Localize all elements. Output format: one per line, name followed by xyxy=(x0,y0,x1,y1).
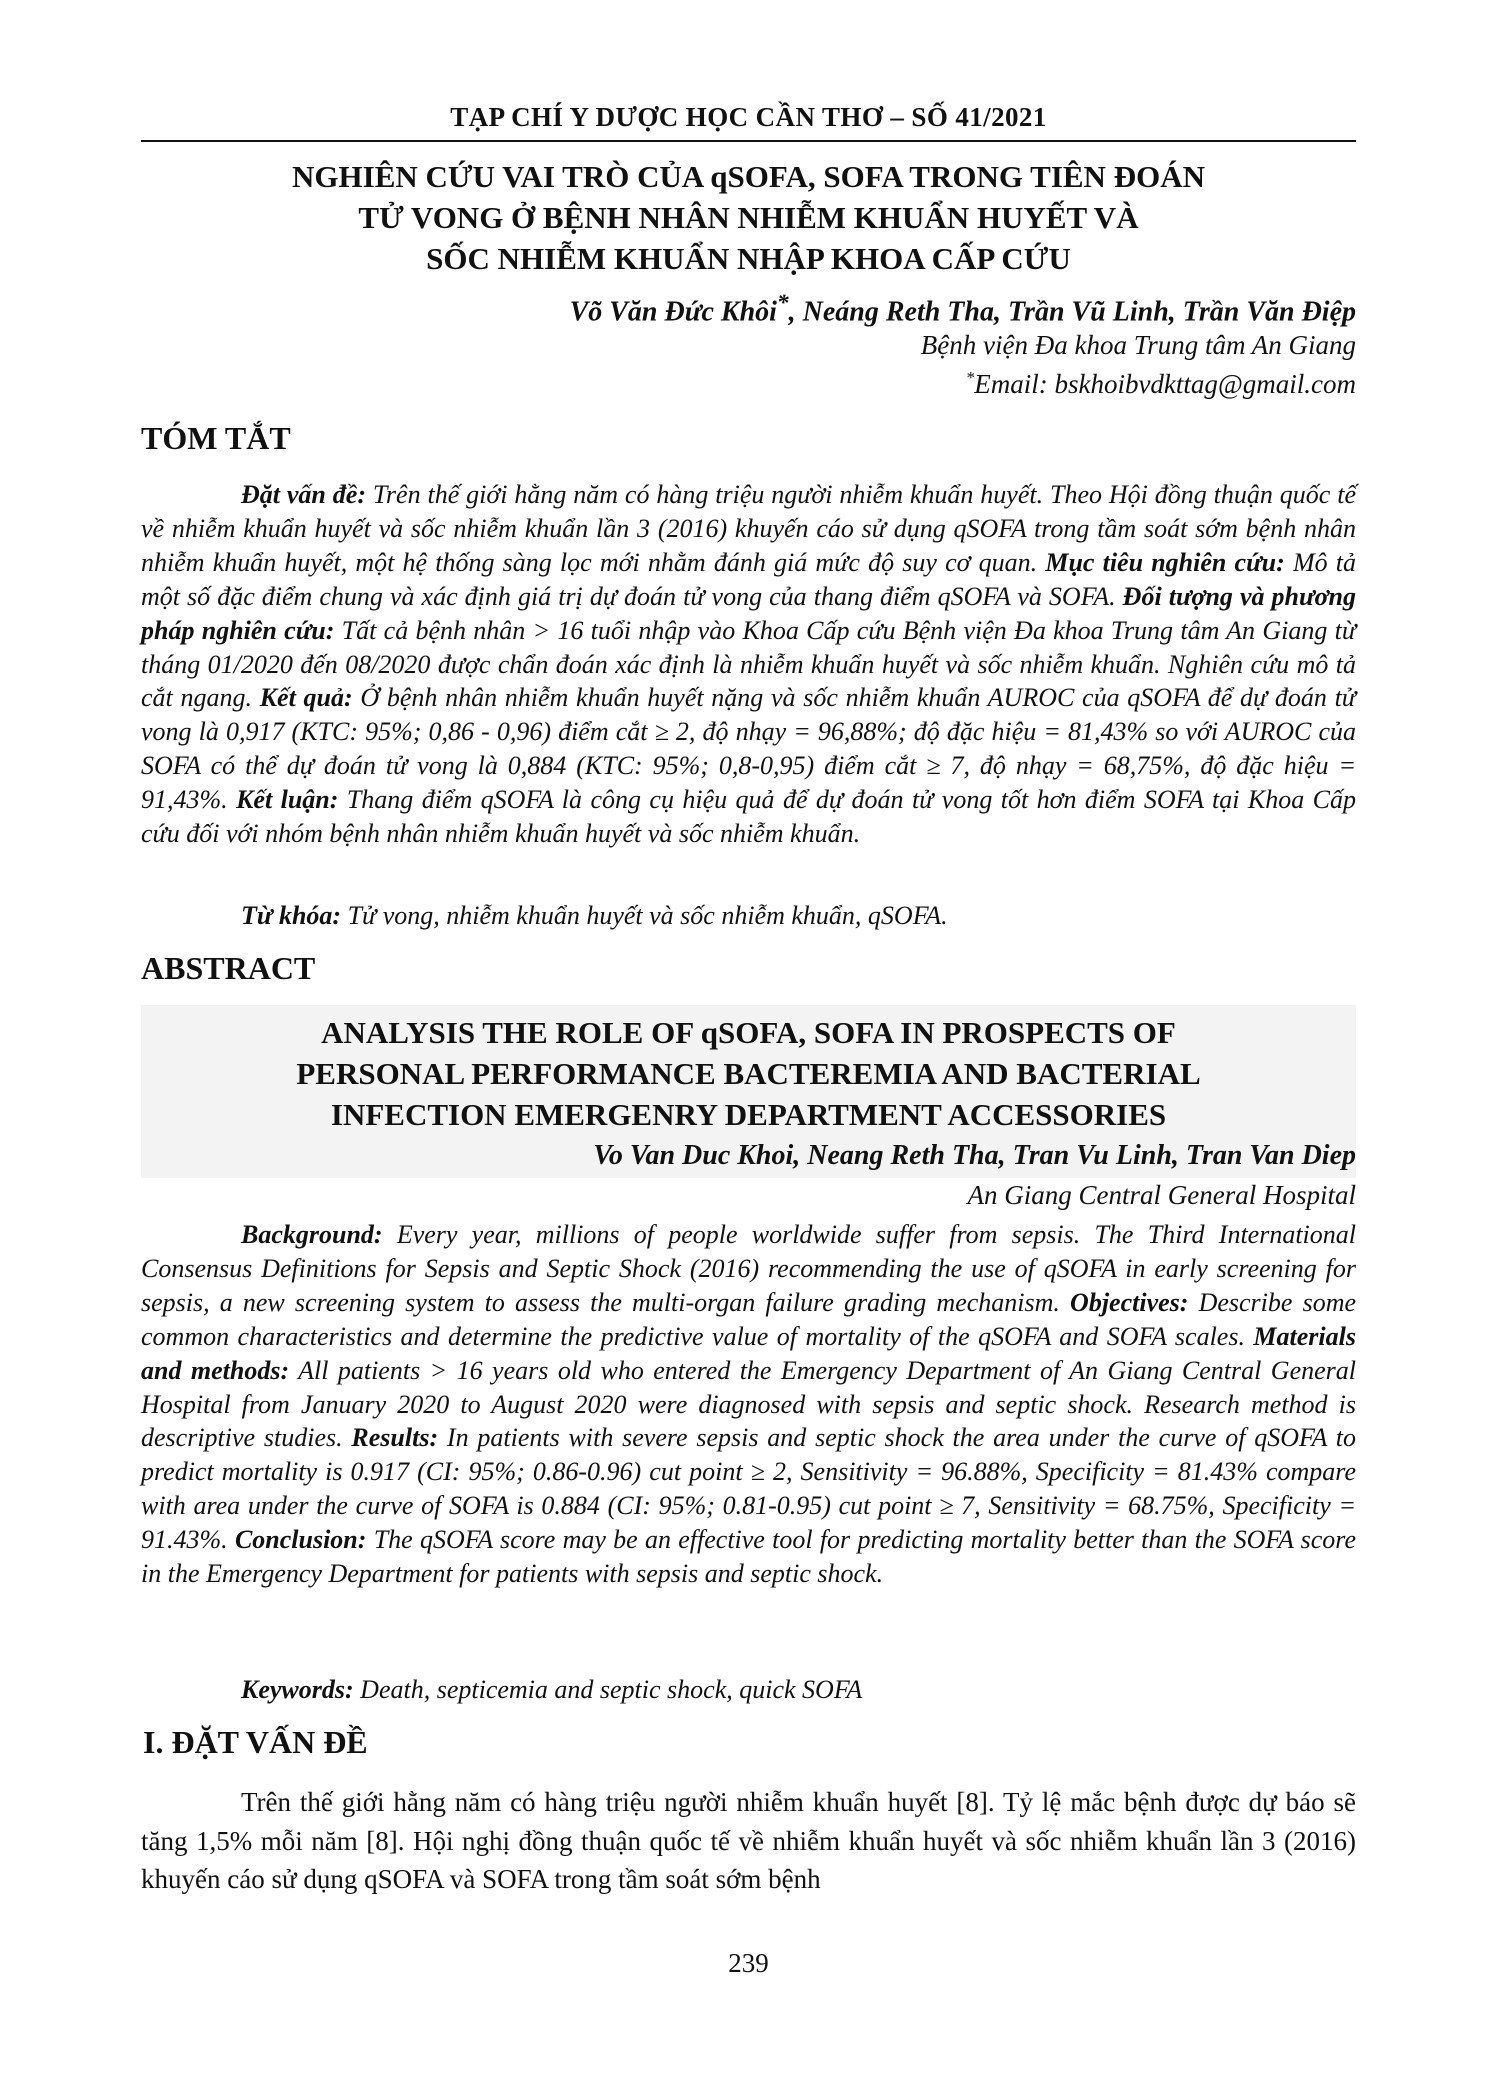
keywords-text: Tử vong, nhiễm khuẩn huyết và sốc nhiễm khuẩn, qSOFA. xyxy=(341,901,948,930)
background-label: Background: xyxy=(241,1220,383,1249)
results-text: Ở bệnh nhân nhiễm khuẩn huyết nặng và sốc nhiễm khuẩn AUROC của qSOFA để dự đoán tử vong là 0,917 (KTC: 95%; 0,86 - 0,96) điểm cắt ≥ 2, độ nhạy = 96,88%; độ đặc hiệu = 81,43% so với AUROC của SOFA có thể dự đoán tử vong là 0,884 (KTC: 95%; 0,8-0,95) điểm cắt ≥ 7, độ nhạy = 68,75%, độ đặc hiệu = 91,43%. xyxy=(141,683,1356,815)
title-vn-line: TỬ VONG Ở BỆNH NHÂN NHIỄM KHUẨN HUYẾT VÀ xyxy=(358,200,1139,235)
objectives-text: Mô tả một số đặc điểm chung và xác định giá trị dự đoán tử vong của thang điểm qSOFA và SOFA. xyxy=(141,547,1356,611)
methods-text: Tất cả bệnh nhân > 16 tuổi nhập vào Khoa Cấp cứu Bệnh viện Đa khoa Trung tâm An Giang từ tháng 01/2020 đến 08/2020 được chẩn đoán xác định là nhiễm khuẩn huyết và sốc nhiễm khuẩn. Nghiên cứu mô tả cắt ngang. xyxy=(141,615,1357,713)
section-heading-introduction: I. ĐẶT VẤN ĐỀ xyxy=(143,1724,368,1760)
title-vn-line: NGHIÊN CỨU VAI TRÒ CỦA qSOFA, SOFA TRONG TIÊN ĐOÁN xyxy=(292,159,1205,194)
results-text: In patients with severe sepsis and septic shock the area under the curve of qSOFA to predict mortality is 0.917 (CI: 95%; 0.86-0.96) cut point ≥ 2, Sensitivity = 96.88%, Specificity = 81.43% compare with area under the curve of SOFA is 0.884 (CI: 95%; 0.81-0.95) cut point ≥ 7, Sensitivity = 68.75%, Specificity = 91.43%. xyxy=(141,1423,1357,1555)
article-page xyxy=(141,0,1356,2087)
email: Email: bskhoibvdkttag@gmail.com xyxy=(974,369,1356,399)
conclusion-text: Thang điểm qSOFA là công cụ hiệu quả để dự đoán tử vong tốt hơn điểm SOFA tại Khoa Cấp cứu đối với nhóm bệnh nhân nhiễm khuẩn huyết và sốc nhiễm khuẩn. xyxy=(141,785,1356,849)
keywords-text: Death, septicemia and septic shock, quick SOFA xyxy=(353,1675,863,1704)
keywords-vn xyxy=(241,901,948,931)
other-authors: , Neáng Reth Tha, Trần Vũ Linh, Trần Văn Điệp xyxy=(788,296,1356,328)
methods-label: Materials and methods: xyxy=(141,1321,1356,1385)
conclusion-text: The qSOFA score may be an effective tool for predicting mortality better than the SOFA score in the Emergency Department for patients with sepsis and septic shock. xyxy=(141,1525,1356,1589)
article-title-vn xyxy=(141,156,1356,279)
title-en-line: ANALYSIS THE ROLE OF qSOFA, SOFA IN PROSPECTS OF xyxy=(321,1015,1176,1050)
background-text: Every year, millions of people worldwide suffer from sepsis. The Third International Consensus Definitions for Sepsis and Septic Shock (2016) recommending the use of qSOFA in early screening for sepsis, a new screening system to assess the multi-organ failure grading mechanism. xyxy=(141,1220,1356,1317)
title-en-line: PERSONAL PERFORMANCE BACTEREMIA AND BACTERIAL xyxy=(296,1056,1201,1091)
summary-heading: TÓM TẮT xyxy=(141,420,291,456)
authors-en: Vo Van Duc Khoi, Neang Reth Tha, Tran Vu Linh, Tran Van Diep xyxy=(593,1140,1356,1171)
affiliation-vn: Bệnh viện Đa khoa Trung tâm An Giang xyxy=(920,330,1356,360)
conclusion-label: Kết luận: xyxy=(236,785,339,815)
keywords-en xyxy=(241,1675,862,1705)
objectives-label: Mục tiêu nghiên cứu: xyxy=(1045,547,1285,577)
summary-paragraph xyxy=(141,478,1356,851)
conclusion-label: Conclusion: xyxy=(234,1525,367,1555)
abstract-heading: ABSTRACT xyxy=(141,950,316,986)
background-text: Trên thế giới hằng năm có hàng triệu người nhiễm khuẩn huyết. Theo Hội đồng thuận quốc tế về nhiễm khuẩn huyết và sốc nhiễm khuẩn lần 3 (2016) khuyến cáo sử dụng qSOFA trong tầm soát sớm bệnh nhân nhiễm khuẩn huyết, một hệ thống sàng lọc mới nhằm đánh giá mức độ suy cơ quan. xyxy=(141,480,1356,577)
abstract-paragraph xyxy=(141,1218,1356,1591)
title-vn-line: SỐC NHIỄM KHUẨN NHẬP KHOA CẤP CỨU xyxy=(426,241,1071,276)
introduction-paragraph: Trên thế giới hằng năm có hàng triệu người nhiễm khuẩn huyết [8]. Tỷ lệ mắc bệnh được dự báo sẽ tăng 1,5% mỗi năm [8]. Hội nghị đồng thuận quốc tế về nhiễm khuẩn huyết và sốc nhiễm khuẩn lần 3 (2016) khuyến cáo sử dụng qSOFA và SOFA trong tầm soát sớm bệnh xyxy=(141,1787,1356,1894)
header-rule xyxy=(141,140,1356,142)
results-label: Kết quả: xyxy=(259,683,353,713)
methods-text: All patients > 16 years old who entered the Emergency Department of An Giang Central General Hospital from January 2020 to August 2020 were diagnosed with sepsis and septic shock. Research method is descriptive studies. xyxy=(141,1355,1356,1453)
email-line xyxy=(966,368,1356,400)
authors-vn xyxy=(570,290,1356,328)
title-en-line: INFECTION EMERGENRY DEPARTMENT ACCESSORIES xyxy=(330,1097,1167,1132)
background-label: Đặt vấn đề: xyxy=(241,480,366,509)
corresponding-mark: * xyxy=(776,290,789,316)
page-number: 239 xyxy=(728,1948,769,1978)
journal-header: TẠP CHÍ Y DƯỢC HỌC CẦN THƠ – SỐ 41/2021 xyxy=(450,102,1047,132)
results-label: Results: xyxy=(351,1423,439,1453)
keywords-label: Từ khóa: xyxy=(241,901,342,930)
objectives-text: Describe some common characteristics and determine the predictive value of mortality of the qSOFA and SOFA scales. xyxy=(141,1287,1357,1351)
methods-label: Đối tượng và phương pháp nghiên cứu: xyxy=(141,581,1357,645)
objectives-label: Objectives: xyxy=(1070,1287,1189,1317)
article-title-en xyxy=(141,1012,1356,1135)
affiliation-en: An Giang Central General Hospital xyxy=(967,1180,1356,1210)
first-author: Võ Văn Đức Khôi xyxy=(569,296,777,328)
keywords-label: Keywords: xyxy=(241,1675,354,1704)
email-mark: * xyxy=(965,368,975,387)
